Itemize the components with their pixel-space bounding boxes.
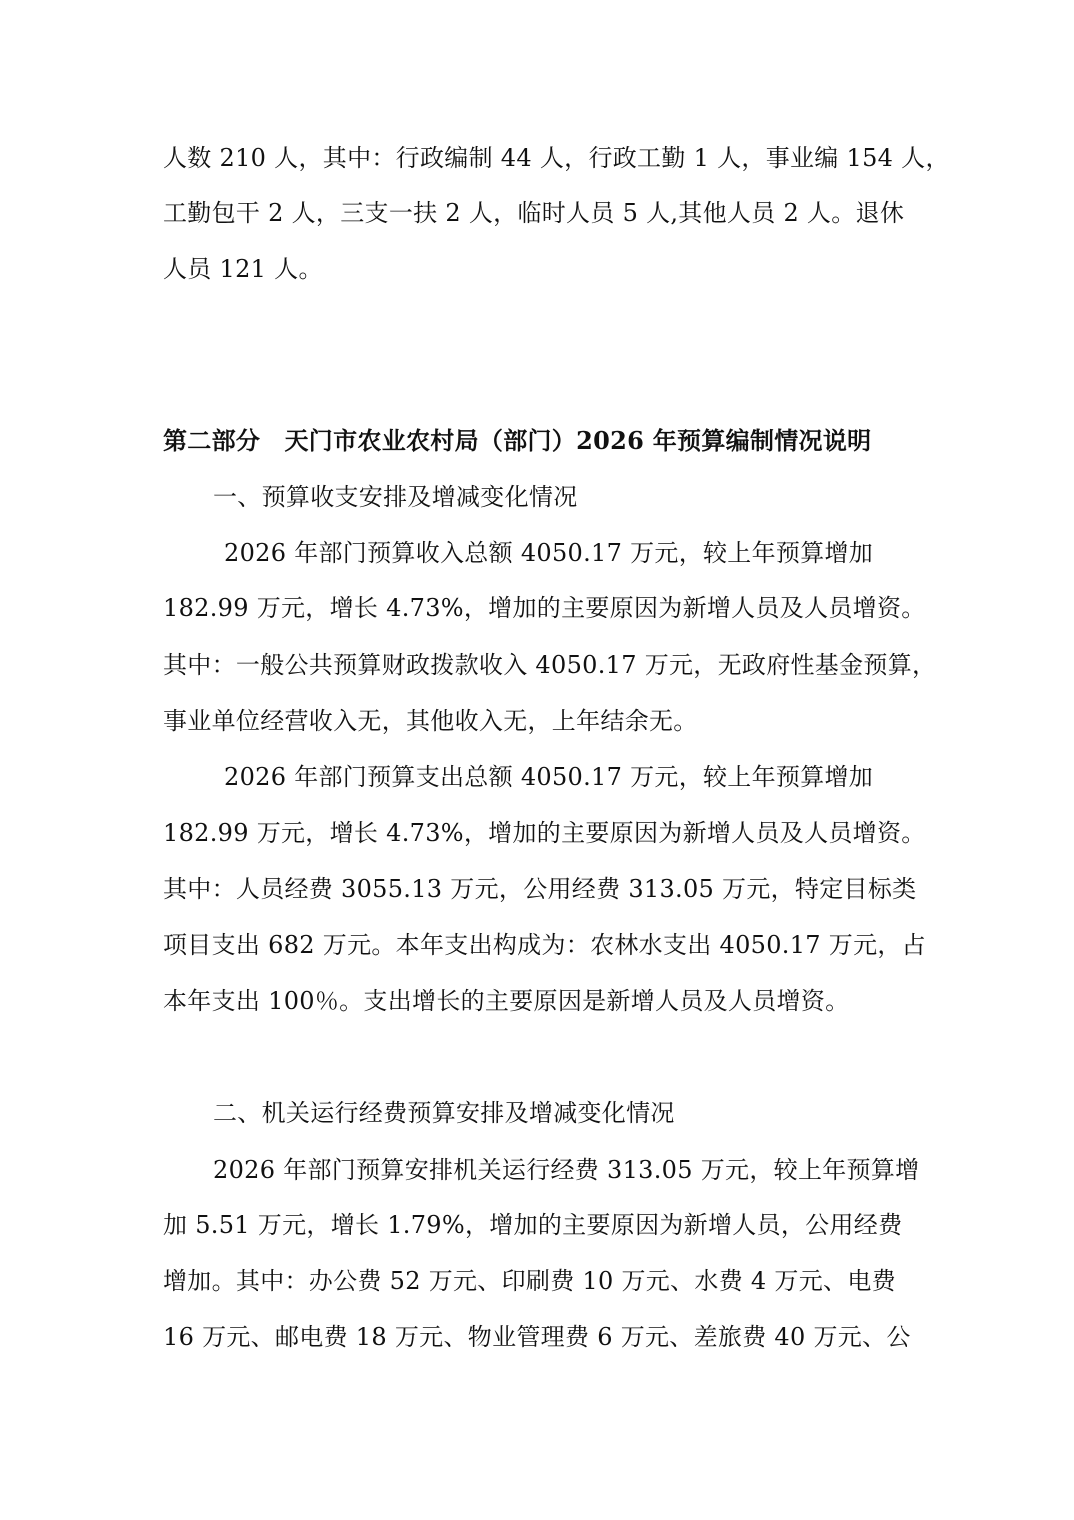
income-line-2: 182.99 万元，增长 4.73%，增加的主要原因为新增人员及人员增资。 xyxy=(163,594,926,622)
staffing-line-1: 人数 210 人，其中：行政编制 44 人，行政工勤 1 人，事业编 154 人， xyxy=(163,144,950,172)
income-line-1: 2026 年部门预算收入总额 4050.17 万元，较上年预算增加 xyxy=(224,539,874,567)
income-line-4: 事业单位经营收入无，其他收入无，上年结余无。 xyxy=(163,707,698,735)
staffing-line-2: 工勤包干 2 人，三支一扶 2 人，临时人员 5 人,其他人员 2 人。退休 xyxy=(163,199,905,227)
operating-line-1: 2026 年部门预算安排机关运行经费 313.05 万元，较上年预算增 xyxy=(213,1156,920,1184)
expense-line-4: 项目支出 682 万元。本年支出构成为：农林水支出 4050.17 万元，占 xyxy=(163,931,926,959)
section-two-title: 二、机关运行经费预算安排及增减变化情况 xyxy=(213,1099,675,1127)
operating-line-2: 加 5.51 万元，增长 1.79%，增加的主要原因为新增人员，公用经费 xyxy=(163,1211,903,1239)
section-one-title: 一、预算收支安排及增减变化情况 xyxy=(213,483,578,511)
income-line-3: 其中：一般公共预算财政拨款收入 4050.17 万元，无政府性基金预算， xyxy=(163,651,937,679)
expense-line-3: 其中：人员经费 3055.13 万元，公用经费 313.05 万元，特定目标类 xyxy=(163,875,917,903)
expense-line-1: 2026 年部门预算支出总额 4050.17 万元，较上年预算增加 xyxy=(224,763,874,791)
operating-line-4: 16 万元、邮电费 18 万元、物业管理费 6 万元、差旅费 40 万元、公 xyxy=(163,1323,911,1351)
staffing-line-3: 人员 121 人。 xyxy=(163,255,323,283)
operating-line-3: 增加。其中：办公费 52 万元、印刷费 10 万元、水费 4 万元、电费 xyxy=(163,1267,896,1295)
part-two-heading: 第二部分 天门市农业农村局（部门）2026 年预算编制情况说明 xyxy=(163,426,872,455)
expense-line-5: 本年支出 100％。支出增长的主要原因是新增人员及人员增资。 xyxy=(163,987,850,1015)
expense-line-2: 182.99 万元，增长 4.73%，增加的主要原因为新增人员及人员增资。 xyxy=(163,819,926,847)
